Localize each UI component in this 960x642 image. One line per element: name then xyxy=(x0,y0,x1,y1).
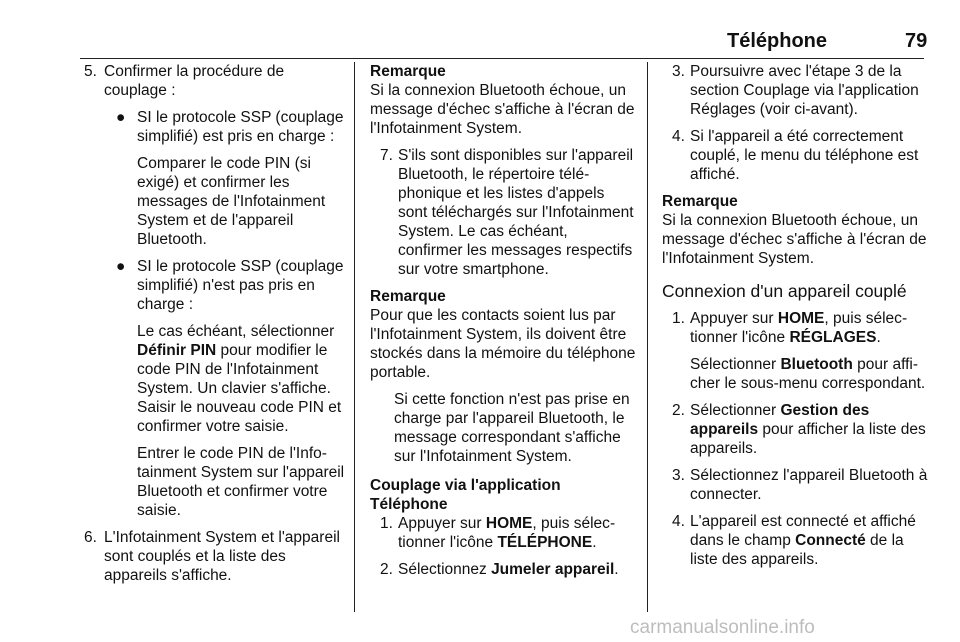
column-divider-2 xyxy=(647,62,648,612)
page-header xyxy=(0,14,960,54)
column-2 xyxy=(370,62,636,587)
step-6 xyxy=(84,528,346,585)
text-run: Appuyer sur xyxy=(690,310,778,327)
step-number: 3. xyxy=(672,467,685,484)
step-number: 5. xyxy=(84,63,97,80)
step-number: 3. xyxy=(672,63,685,80)
text-run: Le cas échéant, sélectionner xyxy=(137,323,335,340)
step-text xyxy=(398,560,636,579)
bullet-dot: ● xyxy=(116,109,126,126)
step-number: 1. xyxy=(380,515,393,532)
bullet-paragraph: Entrer le code PIN de l'Infotainment System sur l'appareil Bluetooth et confirmer votre saisie. xyxy=(137,445,345,519)
note-text: Si la connexion Bluetooth échoue, un message d'échec s'affiche à l'écran de l'Infotainment System. xyxy=(370,82,635,137)
step-5 xyxy=(84,62,346,520)
note-text: Si la connexion Bluetooth échoue, un message d'échec s'affiche à l'écran de l'Infotainment System. xyxy=(662,212,927,267)
bullet-paragraph xyxy=(137,322,346,436)
note-text: Pour que les contacts soient lus par l'Infotainment System, ils doivent être stockés dans la mémoire du téléphone portable. xyxy=(370,307,636,381)
note-title: Remarque xyxy=(662,193,738,210)
bullet-text: SI le protocole SSP (couplage simplifié) n'est pas pris en charge : xyxy=(137,258,344,313)
step-7 xyxy=(370,146,636,279)
ui-term: TÉLÉPHONE xyxy=(497,534,593,551)
step-text: L'Infotainment System et l'appareil sont couplés et la liste des appareils s'affiche. xyxy=(104,529,340,584)
text-run: de la liste des appareils. xyxy=(690,532,904,568)
step-text: Sélectionnez l'appareil Bluetooth à connecter. xyxy=(690,467,928,503)
page-number: 79 xyxy=(905,30,928,52)
text-run: pour afficher le sous-menu correspondant. xyxy=(690,356,926,392)
step-number: 7. xyxy=(380,147,393,164)
text-run: . xyxy=(592,534,597,551)
connect-step-2 xyxy=(662,401,928,458)
bullet-text: SI le protocole SSP (couplage simplifié) est pris en charge : xyxy=(137,109,344,145)
ui-term: Connecté xyxy=(795,532,866,549)
bullet-dot: ● xyxy=(116,258,126,275)
ui-term: Définir PIN xyxy=(137,342,217,359)
step-number: 2. xyxy=(380,561,393,578)
step-list xyxy=(662,309,928,569)
step-text: Poursuivre avec l'étape 3 de la section Couplage via l'application Réglages (voir ci-avant). xyxy=(690,63,919,118)
text-run: . xyxy=(614,561,619,578)
step-text xyxy=(690,512,928,569)
ui-term: HOME xyxy=(777,310,825,327)
step-number: 4. xyxy=(672,128,685,145)
step-list xyxy=(370,146,636,279)
subsection-heading: Couplage via l'application Téléphone xyxy=(370,477,561,513)
ui-term: Bluetooth xyxy=(780,356,853,373)
text-run: Sélectionnez xyxy=(398,561,492,578)
note-title: Remarque xyxy=(370,288,446,305)
step-text xyxy=(398,514,636,552)
column-divider-1 xyxy=(354,62,355,612)
column-1 xyxy=(84,62,346,593)
note-title: Remarque xyxy=(370,63,446,80)
substep-2 xyxy=(370,560,636,579)
text-run: L'appareil est connecté et affiché dans le champ xyxy=(690,513,916,549)
step-text xyxy=(690,309,928,347)
text-run: pour afficher la liste des appareils. xyxy=(690,421,926,457)
step-text: S'ils sont disponibles sur l'appareil Bluetooth, le répertoire téléphonique et les listes d'appels sont téléchargés sur l'Infotainment System. Le cas échéant, confirmer les messages respectifs sur votre smartphone. xyxy=(398,147,634,278)
step-number: 4. xyxy=(672,513,685,530)
connect-step-1 xyxy=(662,309,928,393)
step-number: 2. xyxy=(672,402,685,419)
step-list xyxy=(662,62,928,184)
text-run: , puis sélectionner l'icône xyxy=(398,515,616,551)
bullet-item xyxy=(104,108,346,249)
step-text xyxy=(690,401,928,458)
connect-step-3 xyxy=(662,466,928,504)
step-number: 6. xyxy=(84,529,97,546)
bullet-paragraph: Comparer le code PIN (si exigé) et confirmer les messages de l'Infotainment System et de l'appareil Bluetooth. xyxy=(137,155,326,248)
text-run: Appuyer sur xyxy=(398,515,486,532)
text-run: pour modifier le code PIN de l'Infotainment System. Un clavier s'affiche. Saisir le nouveau code PIN et confirmer votre saisie. xyxy=(137,342,342,435)
step-4 xyxy=(662,127,928,184)
bullet-item xyxy=(104,257,346,520)
text-run: Sélectionner xyxy=(690,402,781,419)
text-run: . xyxy=(876,329,881,346)
ui-term: Gestion des appareils xyxy=(690,402,870,438)
text-run: Sélectionner xyxy=(690,356,781,373)
connect-step-4 xyxy=(662,512,928,569)
ui-term: Jumeler appareil xyxy=(491,561,615,578)
ui-term: HOME xyxy=(485,515,533,532)
watermark: carmanualsonline.info xyxy=(630,617,815,638)
step-text: Si l'appareil a été correctement couplé, le menu du téléphone est affiché. xyxy=(690,128,919,183)
section-heading: Connexion d'un appareil couplé xyxy=(662,281,907,301)
ui-term: RÉGLAGES xyxy=(789,329,877,346)
header-rule xyxy=(80,58,924,59)
step-number: 1. xyxy=(672,310,685,327)
substep-1 xyxy=(370,514,636,552)
step-text: Confirmer la procédure de couplage : xyxy=(104,63,285,99)
step-list xyxy=(370,514,636,579)
step-paragraph xyxy=(690,355,928,393)
section-title: Téléphone xyxy=(727,30,828,52)
note-indent-text: Si cette fonction n'est pas prise en charge par l'appareil Bluetooth, le message correspondant s'affiche sur l'Infotainment System. xyxy=(394,391,630,465)
column-3 xyxy=(662,62,928,577)
text-run: , puis sélectionner l'icône xyxy=(690,310,908,346)
step-3 xyxy=(662,62,928,119)
